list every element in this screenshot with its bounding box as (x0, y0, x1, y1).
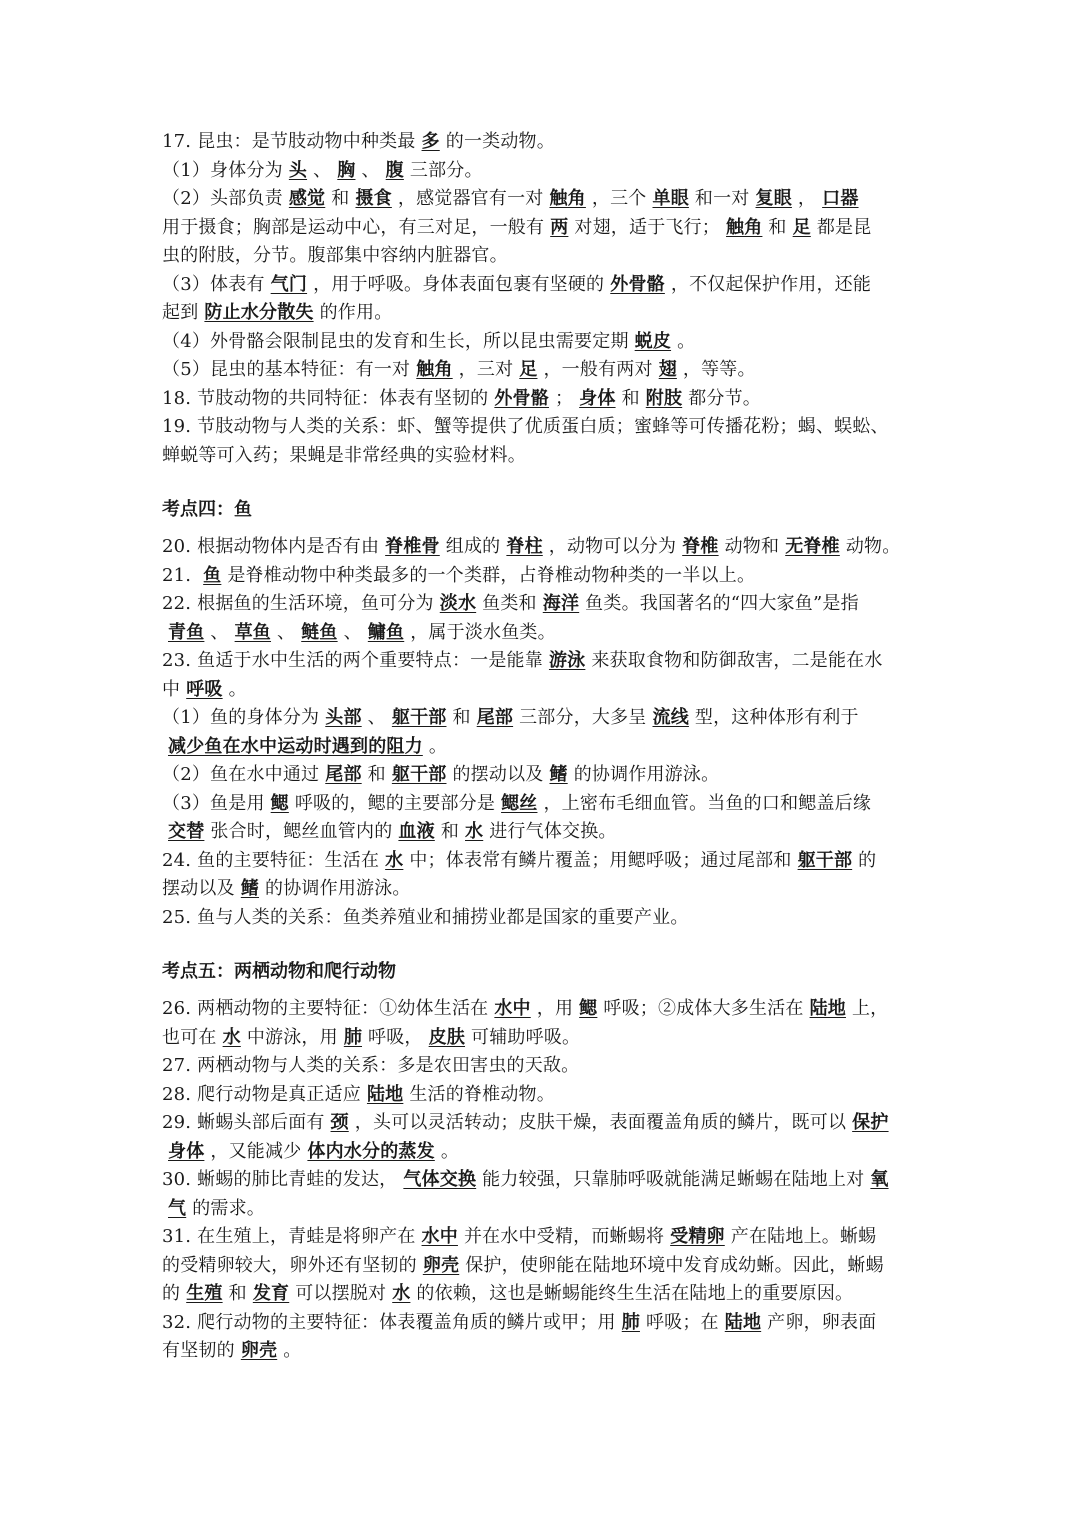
fill-in-answer: 头 (288, 159, 308, 181)
text-line (162, 1138, 920, 1167)
text-segment: （4）外骨骼会限制昆虫的发育和生长，所以昆虫需要定期 (162, 330, 629, 352)
text-line (162, 328, 920, 357)
text-segment: （3）鱼是用 (162, 792, 265, 814)
text-segment: 和一对 (694, 188, 750, 209)
fill-in-answer: 躯干部 (391, 707, 447, 728)
text-line (162, 704, 920, 733)
fill-in-answer: 身体 (168, 1140, 205, 1162)
text-segment: 和 (228, 1283, 247, 1304)
section-heading-amphibians-reptiles: 考点五：两栖动物和爬行动物 (162, 961, 396, 982)
text-line (162, 904, 920, 933)
text-segment: 的需求。 (192, 1197, 266, 1219)
text-segment: 的作用。 (319, 302, 393, 323)
fill-in-answer: 皮肤 (428, 1026, 466, 1048)
fill-in-answer: 脊椎骨 (385, 536, 440, 557)
text-segment: 20. 根据动物体内是否有由 (162, 536, 380, 557)
text-segment: ，又能减少 (210, 1140, 302, 1162)
text-segment: 27. 两栖动物与人类的关系：多是农田害虫的天敌。 (162, 1055, 580, 1076)
fill-in-answer: 附肢 (645, 387, 683, 409)
fill-in-answer: 青鱼 (168, 621, 205, 643)
text-segment: 起到 (162, 302, 199, 323)
fill-in-answer: 发育 (252, 1283, 290, 1304)
text-segment: 呼吸的，鳃的主要部分是 (294, 792, 496, 814)
text-segment: 的协调作用游泳。 (573, 764, 720, 785)
fill-in-answer: 水 (465, 821, 484, 842)
text-segment: 中 (162, 678, 181, 700)
text-line (162, 590, 920, 619)
document-content (162, 128, 920, 1366)
fill-in-answer: 腹 (385, 159, 404, 181)
text-segment: 并在水中受精，而蜥蜴将 (463, 1226, 665, 1247)
text-segment: ，感觉器官有一对 (397, 188, 544, 209)
fill-in-answer: 草鱼 (234, 621, 272, 643)
text-segment: ，一般有两对 (543, 359, 653, 380)
text-segment: ，属于淡水鱼类。 (410, 621, 556, 643)
fill-in-answer: 淡水 (439, 593, 477, 614)
section-insects-arthropods (162, 128, 920, 470)
text-line (162, 1223, 920, 1252)
text-segment: 用于摄食；胸部是运动中心，有三对足，一般有 (162, 216, 545, 238)
fill-in-answer: 鳙鱼 (367, 621, 405, 643)
text-segment: 产卵，卵表面 (767, 1311, 877, 1333)
fill-in-answer: 颈 (330, 1112, 349, 1133)
fill-in-answer: 鳍 (549, 764, 568, 785)
text-line (162, 818, 920, 847)
fill-in-answer: 肺 (621, 1311, 640, 1333)
text-segment: 、 (367, 707, 386, 728)
fill-in-answer: 翅 (658, 359, 677, 380)
text-line (162, 847, 920, 876)
fill-in-answer: 气体交换 (403, 1169, 477, 1190)
text-line (162, 356, 920, 385)
fill-in-answer: 外骨骼 (610, 273, 665, 295)
fill-in-answer: 躯干部 (797, 849, 853, 871)
text-line (162, 157, 920, 186)
text-segment: 31. 在生殖上，青蛙是将卵产在 (162, 1226, 416, 1247)
text-segment: 和 (452, 707, 471, 728)
text-segment: 的依赖，这也是蜥蜴能终生生活在陆地上的重要原因。 (416, 1283, 854, 1304)
fill-in-answer: 鲢鱼 (301, 621, 338, 643)
text-segment: 动物和 (724, 536, 780, 557)
text-segment: ，三个 (591, 188, 647, 209)
text-line (162, 271, 920, 300)
text-line (162, 1195, 920, 1224)
fill-in-answer: 鳃 (579, 998, 598, 1019)
text-segment: ，用 (536, 998, 574, 1019)
fill-in-answer: 多 (421, 131, 440, 152)
text-segment: 。 (440, 1140, 460, 1162)
text-segment: 28. 爬行动物是真正适应 (162, 1083, 361, 1105)
text-line (162, 1337, 920, 1366)
fill-in-answer: 鳍 (240, 878, 260, 899)
fill-in-answer: 生殖 (186, 1283, 223, 1304)
text-segment: 29. 蜥蜴头部后面有 (162, 1112, 325, 1133)
fill-in-answer: 身体 (579, 387, 616, 409)
text-segment: 的协调作用游泳。 (265, 878, 411, 899)
text-segment: （5）昆虫的基本特征：有一对 (162, 359, 411, 380)
text-segment: 有坚韧的 (162, 1340, 235, 1361)
text-segment: 能力较强，只靠肺呼吸就能满足蜥蜴在陆地上对 (482, 1169, 865, 1190)
text-segment: 22. 根据鱼的生活环境，鱼可分为 (162, 593, 434, 614)
text-segment: 17. 昆虫：是节肢动物中种类最 (162, 131, 416, 152)
text-segment: 中游泳，用 (246, 1026, 338, 1048)
text-segment: 的摆动以及 (452, 764, 544, 785)
text-segment: 三部分。 (409, 159, 483, 181)
text-segment: 26. 两栖动物的主要特征：①幼体生活在 (162, 998, 489, 1019)
text-segment: ，等等。 (682, 359, 756, 380)
text-segment: 23. 鱼适于水中生活的两个重要特点：一是能靠 (162, 650, 543, 671)
text-segment: 、 (277, 621, 296, 643)
text-segment: 来获取食物和防御敌害，二是能在水 (591, 650, 883, 671)
fill-in-answer: 脊柱 (506, 536, 543, 557)
fill-in-answer: 脊椎 (682, 536, 719, 557)
text-line (162, 676, 920, 705)
fill-in-answer: 足 (519, 359, 538, 380)
fill-in-answer: 水中 (494, 998, 531, 1019)
text-segment: ，用于呼吸。身体表面包裹有坚硬的 (313, 273, 605, 295)
text-segment: ，三对 (458, 359, 514, 380)
text-line (162, 128, 920, 157)
text-line (162, 1052, 920, 1081)
text-segment: 、 (343, 621, 362, 643)
text-segment: 18. 节肢动物的共同特征：体表有坚韧的 (162, 387, 489, 409)
text-line (162, 533, 920, 562)
fill-in-answer: 流线 (652, 707, 689, 728)
text-line (162, 1109, 920, 1138)
text-segment: 19. 节肢动物与人类的关系：虾、蟹等提供了优质蛋白质；蜜蜂等可传播花粉；蝎、蜈蚣、 (162, 416, 889, 437)
text-segment: ，头可以灵活转动；皮肤干燥，表面覆盖角质的鳞片，既可以 (354, 1112, 847, 1133)
fill-in-answer: 气门 (270, 273, 308, 295)
fill-in-answer: 气 (168, 1197, 187, 1219)
fill-in-answer: 两 (550, 216, 569, 238)
fill-in-answer: 无脊椎 (785, 536, 840, 557)
text-line (162, 875, 920, 904)
text-segment: 可以摆脱对 (295, 1283, 387, 1304)
fill-in-answer: 受精卵 (670, 1226, 725, 1247)
text-segment: 鱼类。我国著名的“四大家鱼”是指 (585, 593, 859, 614)
text-segment: ， (797, 188, 817, 209)
text-line (162, 1252, 920, 1281)
fill-in-answer: 胸 (337, 159, 356, 181)
fill-in-answer: 蜕皮 (634, 330, 672, 352)
fill-in-answer: 摄食 (355, 188, 392, 209)
text-segment: 25. 鱼与人类的关系：鱼类养殖业和捕捞业都是国家的重要产业。 (162, 906, 689, 928)
text-line (162, 562, 920, 591)
text-line (162, 385, 920, 414)
text-segment: ，动物可以分为 (548, 536, 677, 557)
fill-in-answer: 卵壳 (240, 1340, 278, 1361)
text-line (162, 299, 920, 328)
fill-in-answer: 水 (222, 1026, 241, 1048)
text-line (162, 733, 920, 762)
text-segment: 呼吸；在 (645, 1311, 719, 1333)
fill-in-answer: 体内水分的蒸发 (307, 1140, 435, 1162)
fill-in-answer: 卵壳 (422, 1254, 460, 1276)
fill-in-answer: 尾部 (476, 707, 514, 728)
text-segment: 的 (858, 849, 877, 871)
text-segment: 30. 蜥蜴的肺比青蛙的发达， (162, 1169, 398, 1190)
section-fish (162, 533, 920, 932)
text-segment: 三部分，大多呈 (519, 707, 647, 728)
text-segment: 进行气体交换。 (489, 821, 617, 842)
fill-in-answer: 单眼 (652, 188, 689, 209)
fill-in-answer: 足 (792, 216, 811, 238)
text-segment: 呼吸；②成体大多生活在 (603, 998, 804, 1019)
text-line (162, 790, 920, 819)
text-segment: 和 (331, 188, 350, 209)
text-segment: （1）鱼的身体分为 (162, 707, 320, 728)
fill-in-answer: 肺 (343, 1026, 363, 1048)
text-segment: 上， (851, 998, 889, 1019)
text-segment: 21. (162, 564, 198, 586)
text-segment: 张合时，鳃丝血管内的 (210, 821, 393, 842)
text-line (162, 1309, 920, 1338)
text-segment: 和 (621, 387, 640, 409)
fill-in-answer: 血液 (398, 821, 435, 842)
text-segment: 。 (283, 1340, 302, 1361)
section-amphibians-reptiles (162, 995, 920, 1366)
text-segment: 、 (361, 159, 380, 181)
fill-in-answer: 复眼 (755, 188, 792, 209)
text-line (162, 1280, 920, 1309)
text-segment: 和 (768, 216, 787, 238)
text-line (162, 761, 920, 790)
fill-in-answer: 尾部 (325, 764, 362, 785)
text-line (162, 619, 920, 648)
text-segment: 呼吸， (368, 1026, 423, 1048)
text-line (162, 1081, 920, 1110)
fill-in-answer: 外骨骼 (494, 387, 549, 409)
text-segment: 的受精卵较大，卵外还有坚韧的 (162, 1254, 417, 1276)
text-segment: ； (554, 387, 574, 409)
text-segment: 也可在 (162, 1026, 217, 1048)
text-segment: 。 (677, 330, 696, 352)
fill-in-answer: 鳃丝 (501, 792, 538, 814)
fill-in-answer: 陆地 (724, 1311, 762, 1333)
text-segment: 都分节。 (688, 387, 761, 409)
text-segment: 32. 爬行动物的主要特征：体表覆盖角质的鳞片或甲；用 (162, 1311, 616, 1333)
fill-in-answer: 游泳 (548, 650, 586, 671)
fill-in-answer: 水 (392, 1283, 411, 1304)
text-line (162, 214, 920, 243)
text-segment: 、 (313, 159, 332, 181)
text-segment: 。 (228, 678, 247, 700)
text-line (162, 413, 920, 442)
text-segment: 组成的 (445, 536, 501, 557)
text-segment: 和 (367, 764, 386, 785)
text-segment: 和 (440, 821, 460, 842)
text-line (162, 995, 920, 1024)
text-segment: 鱼类和 (482, 593, 537, 614)
fill-in-answer: 口器 (822, 188, 859, 209)
text-segment: （1）身体分为 (162, 159, 283, 181)
fill-in-answer: 保护 (852, 1112, 889, 1133)
section-heading-fish: 考点四：鱼 (162, 499, 252, 520)
text-segment: 摆动以及 (162, 878, 235, 899)
fill-in-answer: 鳃 (270, 792, 289, 814)
text-segment: 产在陆地上。蜥蜴 (730, 1226, 877, 1247)
text-line (162, 242, 920, 271)
text-line (162, 185, 920, 214)
fill-in-answer: 陆地 (366, 1083, 404, 1105)
fill-in-answer: 水 (385, 849, 404, 871)
fill-in-answer: 触角 (416, 359, 453, 380)
text-line (162, 1166, 920, 1195)
text-segment: 24. 鱼的主要特征：生活在 (162, 849, 380, 871)
fill-in-answer: 呼吸 (186, 678, 223, 700)
fill-in-answer: 鱼 (203, 564, 222, 586)
text-segment: ，上密布毛细血管。当鱼的口和鳃盖后缘 (543, 792, 872, 814)
text-segment: 的一类动物。 (445, 131, 555, 152)
text-segment: 蝉蜕等可入药；果蝇是非常经典的实验材料。 (162, 444, 526, 466)
text-segment: 的 (162, 1283, 181, 1304)
text-segment: ，不仅起保护作用，还能 (670, 273, 872, 295)
fill-in-answer: 海洋 (542, 593, 580, 614)
text-segment: 、 (210, 621, 229, 643)
text-segment: 可辅助呼吸。 (471, 1026, 581, 1048)
fill-in-answer: 头部 (325, 707, 362, 728)
fill-in-answer: 躯干部 (391, 764, 447, 785)
text-segment: （2）鱼在水中通过 (162, 764, 320, 785)
fill-in-answer: 水中 (421, 1226, 458, 1247)
text-segment: 中；体表常有鳞片覆盖；用鳃呼吸；通过尾部和 (409, 849, 792, 871)
text-line (162, 442, 920, 471)
fill-in-answer: 交替 (168, 821, 205, 842)
text-line (162, 1024, 920, 1053)
text-segment: 。 (428, 735, 448, 757)
fill-in-answer: 氧 (870, 1169, 889, 1190)
text-segment: （2）头部负责 (162, 188, 283, 209)
fill-in-answer: 陆地 (809, 998, 846, 1019)
text-segment: 对翅，适于飞行； (574, 216, 721, 238)
fill-in-answer: 触角 (549, 188, 586, 209)
text-segment: 型，这种体形有利于 (694, 707, 859, 728)
text-segment: 生活的脊椎动物。 (409, 1083, 555, 1105)
text-segment: （3）体表有 (162, 273, 265, 295)
fill-in-answer: 感觉 (288, 188, 326, 209)
fill-in-answer: 减少鱼在水中运动时遇到的阻力 (168, 735, 423, 757)
fill-in-answer: 防止水分散失 (204, 302, 314, 323)
text-segment: 保护，使卵能在陆地环境中发育成幼蜥。因此，蜥蜴 (465, 1254, 884, 1276)
text-segment: 是脊椎动物中种类最多的一个类群，占脊椎动物种类的一半以上。 (227, 564, 756, 586)
fill-in-answer: 触角 (726, 216, 763, 238)
text-segment: 都是昆 (816, 216, 872, 238)
text-segment: 动物。 (845, 536, 901, 557)
text-line (162, 647, 920, 676)
text-segment: 虫的附肢，分节。腹部集中容纳内脏器官。 (162, 245, 508, 266)
